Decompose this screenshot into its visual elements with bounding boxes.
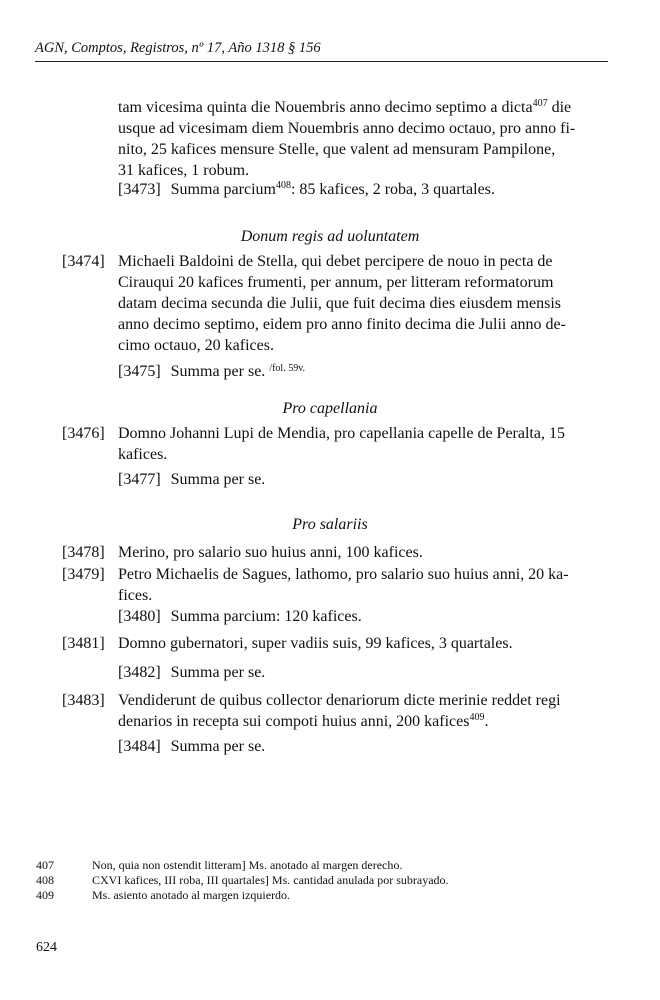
intro-line: usque ad vicesimam diem Nouembris anno decimo octauo, pro anno fi- — [118, 120, 576, 137]
entry-3473: [3473] Summa parcium$^{408}$: 85 kafices, 2 roba, 3 quartales. — [118, 180, 495, 198]
entry-text: Summa per se. — [170, 738, 266, 755]
footnote-ref[interactable]: 408 — [275, 180, 291, 191]
folio-marker: /fol. 59v. — [269, 363, 306, 374]
footnote-number: 407 — [36, 858, 54, 872]
entry-text: Summa parcium: 120 kafices. — [170, 608, 362, 625]
entry-number: [3480] — [118, 608, 161, 625]
entry-line: datam decima secunda die Julii, que fuit decima dies eiusdem mensis — [118, 295, 561, 312]
entry-text: Summa per se. — [170, 471, 266, 488]
entry-number: [3476] — [62, 425, 105, 442]
footnote-text: CXVI kafices, III roba, III quartales] Ms. cantidad anulada por subrayado. — [92, 873, 449, 887]
entry-line: Michaeli Baldoini de Stella, qui debet percipere de nouo in pecta de — [118, 253, 553, 270]
entry-3478: Merino, pro salario suo huius anni, 100 kafices. — [118, 544, 423, 561]
running-header — [35, 40, 600, 57]
entry-3480 — [118, 606, 362, 627]
entry-3476 — [118, 423, 608, 465]
entry-number: [3475] — [118, 363, 161, 380]
section-heading: Pro capellania — [282, 400, 378, 417]
entry-3475 — [118, 358, 305, 382]
section-heading: Pro salariis — [292, 516, 368, 533]
footnote-text: Ms. asiento anotado al margen izquierdo. — [92, 888, 291, 902]
header-rule — [35, 61, 608, 62]
intro-paragraph — [118, 97, 608, 181]
entry-number: [3473] — [118, 181, 161, 198]
entry-line: Cirauqui 20 kafices frumenti, per annum, per litteram reformatorum — [118, 274, 554, 291]
page-number: 624 — [36, 940, 57, 955]
entry-3483 — [118, 690, 608, 732]
entry-line: anno decimo septimo, eidem pro anno finito decima die Julii anno de- — [118, 316, 566, 333]
entry-3482 — [118, 662, 265, 683]
entry-number: [3477] — [118, 471, 161, 488]
entry-number: [3482] — [118, 664, 161, 681]
entry-text: Summa per se. — [170, 363, 266, 380]
section-heading: Donum regis ad uoluntatem — [240, 228, 420, 245]
entry-number: [3474] — [62, 253, 105, 270]
entry-number: [3484] — [118, 738, 161, 755]
running-title: AGN, Comptos, Registros, nº 17, Año 1318 § 156 — [35, 40, 321, 56]
footnote-text: Non, quia non ostendit litteram] Ms. anotado al margen derecho. — [92, 858, 403, 872]
entry-number: [3479] — [62, 566, 105, 583]
entry-line: kafices. — [118, 446, 168, 463]
entry-3479 — [118, 564, 608, 606]
entry-number: [3478] — [62, 544, 105, 561]
entry-text: Summa per se. — [170, 664, 266, 681]
entry-number: [3483] — [62, 692, 105, 709]
entry-number: [3481] — [62, 635, 105, 652]
footnote-ref[interactable]: 407 — [532, 98, 548, 109]
footnote-ref[interactable]: 409 — [469, 712, 485, 723]
entry-line: cimo octauo, 20 kafices. — [118, 337, 274, 354]
footnote-number: 409 — [36, 888, 54, 902]
entry-text: Summa parcium — [170, 181, 276, 198]
entry-3484 — [118, 736, 265, 757]
entry-line: fices. — [118, 587, 153, 604]
intro-line: nito, 25 kafices mensure Stelle, que valent ad mensuram Pampilone, — [118, 141, 556, 158]
entry-3477 — [118, 469, 265, 490]
entry-line: Petro Michaelis de Sagues, lathomo, pro salario suo huius anni, 20 ka- — [118, 566, 569, 583]
entry-3474 — [118, 251, 608, 356]
intro-line: tam vicesima quinta die Nouembris anno decimo septimo a dicta$^{407}$ die — [118, 98, 572, 116]
footnote-number: 408 — [36, 873, 54, 887]
entry-line: Domno Johanni Lupi de Mendia, pro capellania capelle de Peralta, 15 — [118, 425, 565, 442]
intro-line: 31 kafices, 1 robum. — [118, 162, 250, 179]
entry-line: denarios in recepta sui compoti huius anni, 200 kafices$^{409}$. — [118, 712, 489, 730]
entry-3481: Domno gubernatori, super vadiis suis, 99 kafices, 3 quartales. — [118, 635, 513, 652]
entry-line: Vendiderunt de quibus collector denariorum dicte merinie reddet regi — [118, 692, 561, 709]
